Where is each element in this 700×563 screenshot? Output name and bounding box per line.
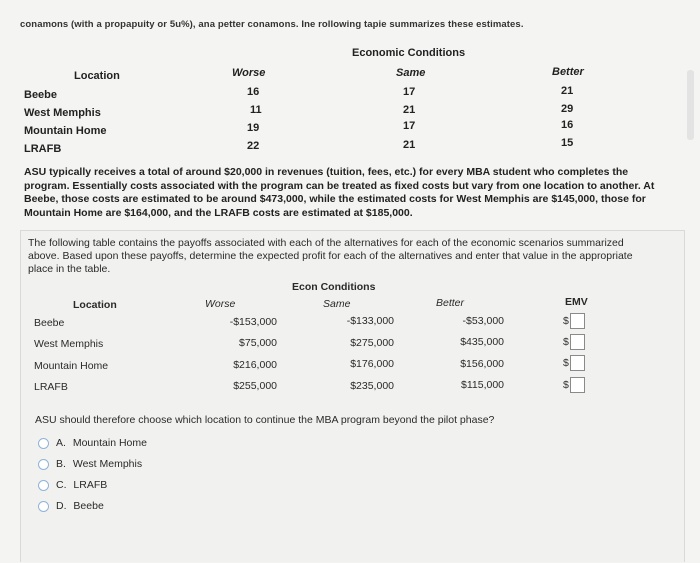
table1-row-location: West Memphis <box>24 107 101 119</box>
table1-cell: 15 <box>561 137 574 149</box>
option-text: Beebe <box>73 500 104 512</box>
emv-field <box>563 313 583 330</box>
table2-col-same: Same <box>323 298 351 310</box>
option-letter: D. <box>56 500 67 512</box>
currency-symbol: $ <box>563 336 569 348</box>
table2-row-location: Beebe <box>34 317 65 329</box>
table2-col-better: Better <box>436 297 465 309</box>
paragraph-costs <box>24 166 654 220</box>
paragraph-line: Beebe, those costs are estimated to be around $473,000, while the estimated costs for West Memphis are $145,000, those for <box>24 193 646 205</box>
table1-cell: 17 <box>403 120 416 132</box>
radio-button[interactable] <box>38 480 49 491</box>
table2-col-worse: Worse <box>205 298 236 310</box>
table2-col-emv: EMV <box>565 296 588 308</box>
option-text: LRAFB <box>73 479 108 491</box>
emv-field <box>563 334 583 351</box>
option-text: Mountain Home <box>72 437 147 449</box>
emv-input[interactable] <box>570 377 585 393</box>
table1-cell: 21 <box>403 139 416 151</box>
table1-cell: 29 <box>561 103 574 115</box>
table2-group-header: Econ Conditions <box>292 281 376 293</box>
option-letter: B. <box>56 458 66 470</box>
table2-row-location: LRAFB <box>34 381 68 393</box>
option-label[interactable] <box>56 479 107 491</box>
table1-cell: 19 <box>247 122 260 134</box>
radio-button[interactable] <box>38 459 49 470</box>
emv-field <box>563 377 583 394</box>
table1-row-location: Beebe <box>24 89 58 101</box>
emv-input[interactable] <box>570 334 585 350</box>
table1-group-header: Economic Conditions <box>352 47 466 59</box>
table2-cell: -$153,000 <box>229 316 277 328</box>
radio-button[interactable] <box>38 501 49 512</box>
table1-cell: 17 <box>403 86 416 98</box>
emv-input[interactable] <box>570 355 585 371</box>
table2-cell: $255,000 <box>233 380 277 392</box>
question-panel <box>20 230 685 562</box>
currency-symbol: $ <box>563 357 569 369</box>
paragraph-line: place in the table. <box>28 263 111 275</box>
table2-cell: $176,000 <box>350 358 394 370</box>
paragraph-instructions <box>28 237 633 276</box>
option-label[interactable] <box>56 500 104 512</box>
table2-cell: $216,000 <box>233 359 277 371</box>
emv-input[interactable] <box>570 313 585 329</box>
option-label[interactable] <box>56 458 142 470</box>
table2-cell: $275,000 <box>350 337 394 349</box>
radio-button[interactable] <box>38 438 49 449</box>
question-text: ASU should therefore choose which location to continue the MBA program beyond the pilot phase? <box>35 414 495 426</box>
table1-row-location: Mountain Home <box>24 125 107 137</box>
table1-cell: 21 <box>561 85 574 97</box>
option-text: West Memphis <box>72 458 143 470</box>
option-letter: C. <box>56 479 67 491</box>
scrollbar[interactable] <box>687 70 694 140</box>
table2-row-location: Mountain Home <box>34 360 109 372</box>
table1-row-location: LRAFB <box>24 143 62 155</box>
table1-col-better: Better <box>552 66 584 78</box>
table2-location-header: Location <box>73 299 117 311</box>
table2-cell: $435,000 <box>460 336 504 348</box>
paragraph-line: ASU typically receives a total of around $20,000 in revenues (tuition, fees, etc.) for every MBA student who completes the <box>24 166 629 178</box>
currency-symbol: $ <box>563 315 569 327</box>
emv-field <box>563 355 583 372</box>
paragraph-line: The following table contains the payoffs associated with each of the alternatives for each of the economic scenarios summarized <box>28 237 624 249</box>
table2-cell: -$53,000 <box>462 315 504 327</box>
currency-symbol: $ <box>563 379 569 391</box>
table1-col-same: Same <box>396 67 426 79</box>
table2-cell: $156,000 <box>460 358 504 370</box>
intro-line: conamons (with a propapuity or 5u%), ana petter conamons. Ine rollowing tapie summarizes these estimates. <box>20 19 524 30</box>
paragraph-line: above. Based upon these payoffs, determine the expected profit for each of the alternatives and enter that value in the appropriate <box>28 250 633 262</box>
table2-cell: -$133,000 <box>346 315 394 327</box>
option-letter: A. <box>56 437 66 449</box>
table2-cell: $235,000 <box>350 380 394 392</box>
table1-cell: 16 <box>561 119 574 131</box>
table1-location-header: Location <box>74 70 120 82</box>
table2-cell: $75,000 <box>239 337 277 349</box>
table2-row-location: West Memphis <box>34 338 104 350</box>
table2-cell: $115,000 <box>460 379 504 391</box>
paragraph-line: Mountain Home are $164,000, and the LRAFB costs are estimated at $185,000. <box>24 206 413 219</box>
table1-cell: 22 <box>247 140 260 152</box>
table1-col-worse: Worse <box>232 67 266 79</box>
paragraph-line: program. Essentially costs associated with the program can be treated as fixed costs but vary from one location to another. At <box>24 179 655 192</box>
option-label[interactable] <box>56 437 147 449</box>
table1-cell: 16 <box>247 86 260 98</box>
table1-cell: 11 <box>250 104 262 116</box>
table1-cell: 21 <box>403 104 416 116</box>
